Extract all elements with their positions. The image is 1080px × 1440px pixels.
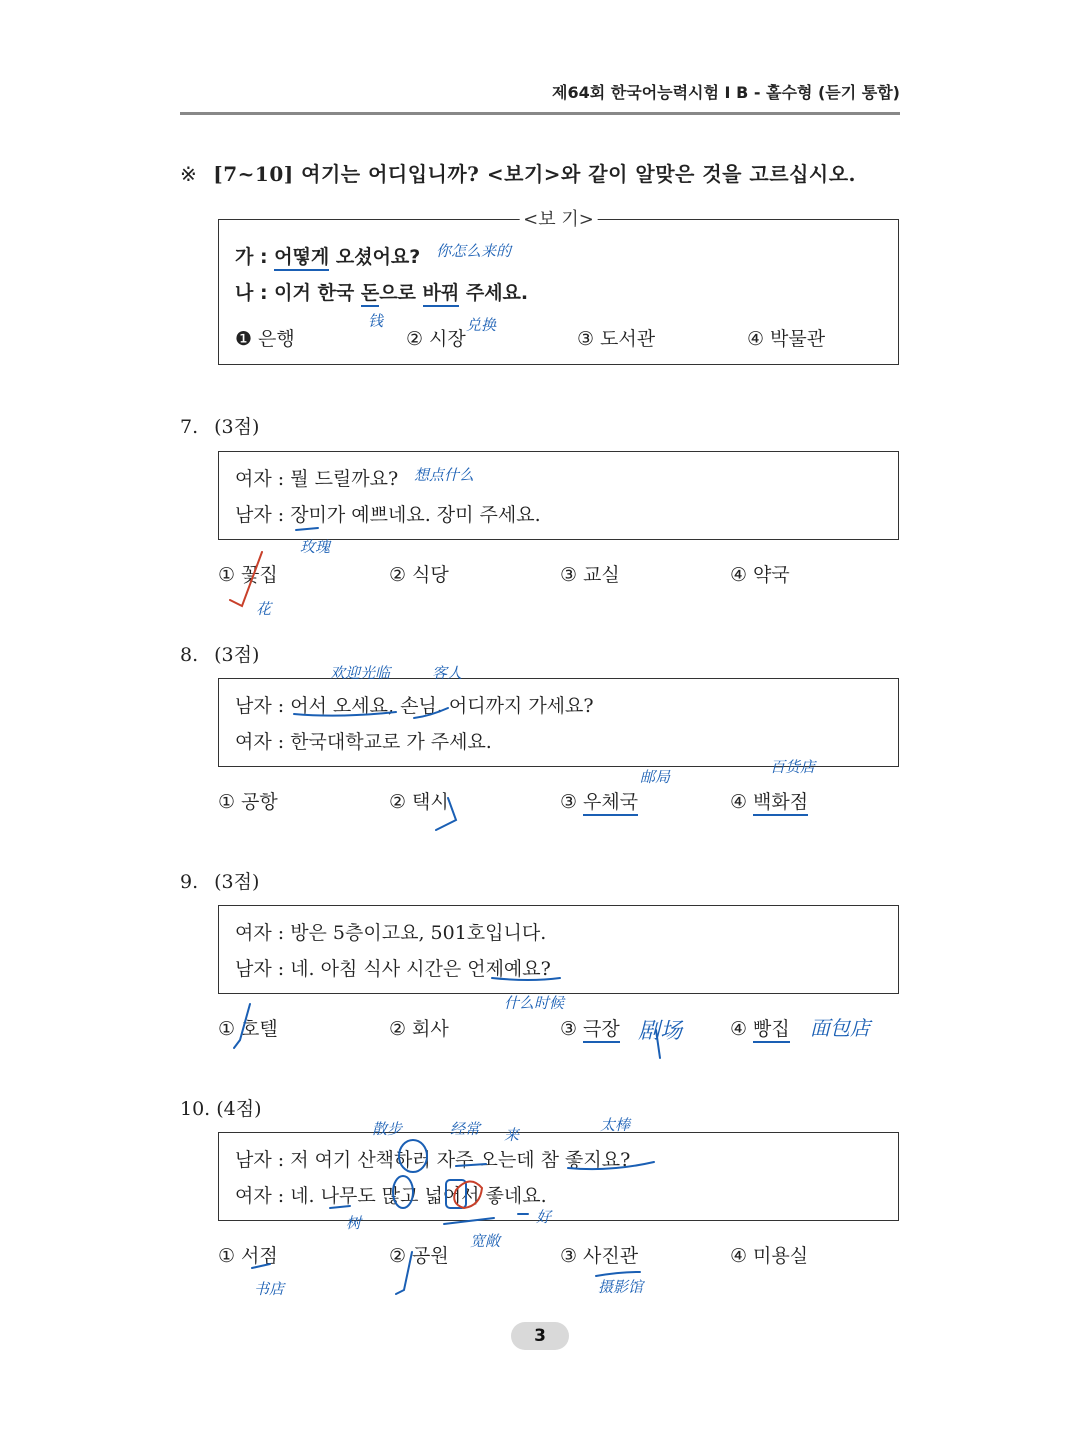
q10-choice-2[interactable] (389, 1241, 449, 1268)
handwritten-note: 剧场 (638, 1019, 683, 1044)
circle-four-icon: ④ (730, 564, 748, 586)
question-8-dialogue-box (218, 678, 899, 767)
circle-one-icon: ① (218, 791, 236, 813)
circle-one-icon: ① (218, 564, 236, 586)
choice-label: 도서관 (600, 328, 656, 350)
question-number: 9. (180, 871, 199, 893)
header-divider (180, 112, 900, 115)
handwritten-note: 百货店 (770, 758, 816, 776)
choice-label: 사진관 (583, 1245, 639, 1267)
example-line-2 (235, 278, 528, 305)
choice-label: 박물관 (770, 328, 826, 350)
example-choice-3[interactable] (577, 324, 655, 351)
circle-four-icon: ④ (730, 1018, 748, 1040)
dialogue-line: 남자 : 저 여기 산책하러 자주 오는데 참 좋지요? (235, 1149, 631, 1171)
q8-choice-4[interactable] (730, 787, 808, 814)
handwritten-note: 玫瑰 (300, 538, 331, 556)
circle-three-icon: ③ (560, 1018, 578, 1040)
q7-choice-3[interactable] (560, 560, 620, 587)
q9-choice-3[interactable] (560, 1014, 620, 1041)
choice-label: 백화점 (753, 791, 808, 816)
choice-label: 빵집 (753, 1018, 790, 1043)
dialogue-line: 여자 : 네. 나무도 많고 넓어서 좋네요. (235, 1185, 547, 1207)
circle-four-icon: ④ (730, 1245, 748, 1267)
choice-label: 약국 (753, 564, 790, 586)
question-number: 8. (180, 644, 199, 666)
handwritten-note: 散步 (372, 1120, 403, 1138)
question-10-number (180, 1094, 262, 1121)
question-10-choices (218, 1241, 908, 1271)
circle-four-icon: ④ (730, 791, 748, 813)
example-choice-1[interactable] (235, 324, 295, 351)
question-number: 10. (180, 1098, 211, 1120)
choice-label: 우체국 (583, 791, 638, 816)
speaker-label: 가 : (235, 246, 275, 268)
choice-label: 회사 (412, 1018, 449, 1040)
q8-choice-3[interactable] (560, 787, 638, 814)
question-9-choices (218, 1014, 908, 1044)
handwritten-note: 摄影馆 (598, 1278, 644, 1296)
dialogue-line: 여자 : 방은 5층이고요, 501호입니다. (235, 922, 547, 944)
circle-three-icon: ③ (560, 1245, 578, 1267)
instruction-text: [7~10] 여기는 어디입니까? <보기>와 같이 알맞은 것을 고르십시오. (213, 162, 856, 186)
example-title: <보 기> (519, 205, 598, 231)
line-text: 으로 (379, 282, 423, 304)
circle-two-icon: ② (389, 1245, 407, 1267)
line-text: 나 : 이거 한국 (235, 282, 361, 304)
example-line-1 (235, 242, 420, 269)
choice-label: 택시 (412, 791, 449, 813)
section-instruction (180, 158, 856, 187)
handwritten-note: 来 (504, 1126, 520, 1144)
dialogue-line: 남자 : 네. 아침 식사 시간은 언제예요? (235, 958, 551, 980)
q7-choice-1[interactable] (218, 560, 278, 587)
dialogue-line: 여자 : 뭘 드릴까요? (235, 468, 399, 490)
handwritten-note: 什么时候 (504, 994, 565, 1012)
handwritten-note: 邮局 (640, 768, 671, 786)
circle-one-icon: ① (218, 1018, 236, 1040)
q7-choice-2[interactable] (389, 560, 449, 587)
handwritten-note: 太棒 (600, 1116, 631, 1134)
question-8-number (180, 640, 259, 667)
page-number-badge: 3 (511, 1322, 569, 1350)
filled-circle-one-icon: ❶ (235, 328, 253, 350)
handwritten-note: 树 (346, 1214, 362, 1232)
circle-three-icon: ③ (560, 564, 578, 586)
question-points: (4점) (216, 1098, 262, 1120)
question-7-choices (218, 560, 908, 590)
circle-two-icon: ② (406, 328, 424, 350)
question-points: (3점) (214, 644, 260, 666)
q9-choice-1[interactable] (218, 1014, 278, 1041)
underlined-word: 어떻게 (274, 246, 329, 271)
exam-header: 제64회 한국어능력시험 I B - 홀수형 (듣기 통합) (552, 83, 900, 102)
circle-one-icon: ① (218, 1245, 236, 1267)
q7-choice-4[interactable] (730, 560, 790, 587)
choice-label: 시장 (429, 328, 466, 350)
choice-label: 은행 (258, 328, 295, 350)
choice-label: 서점 (241, 1245, 278, 1267)
question-10-dialogue-box (218, 1132, 899, 1221)
handwritten-note: 宽敞 (470, 1232, 501, 1250)
handwritten-note: 想点什么 (414, 466, 475, 484)
handwritten-note: 经常 (450, 1120, 481, 1138)
circle-two-icon: ② (389, 1018, 407, 1040)
question-7-number (180, 412, 259, 439)
question-points: (3점) (214, 871, 260, 893)
example-choice-2[interactable] (406, 324, 466, 351)
choice-label: 호텔 (241, 1018, 278, 1040)
example-choices (235, 324, 925, 354)
handwritten-note: 花 (256, 600, 272, 618)
q8-choice-1[interactable] (218, 787, 278, 814)
dialogue-line: 남자 : 장미가 예쁘네요. 장미 주세요. (235, 504, 541, 526)
choice-label: 공항 (241, 791, 278, 813)
line-text: 오셨어요? (329, 246, 421, 268)
q9-choice-4[interactable] (730, 1014, 790, 1041)
q10-choice-4[interactable] (730, 1241, 808, 1268)
choice-label: 미용실 (753, 1245, 809, 1267)
circle-four-icon: ④ (747, 328, 765, 350)
q10-choice-3[interactable] (560, 1241, 638, 1268)
dialogue-line: 남자 : 어서 오세요, 손님. 어디까지 가세요? (235, 695, 594, 717)
choice-label: 교실 (583, 564, 620, 586)
handwritten-note: 钱 (368, 312, 384, 330)
choice-label: 꽃집 (241, 564, 278, 586)
handwritten-note: 书店 (254, 1280, 285, 1298)
circle-two-icon: ② (389, 564, 407, 586)
choice-label: 극장 (583, 1018, 620, 1043)
q8-choice-2[interactable] (389, 787, 449, 814)
handwritten-note: 欢迎光临 (330, 664, 391, 682)
question-points: (3점) (214, 416, 260, 438)
question-number: 7. (180, 416, 199, 438)
q10-choice-1[interactable] (218, 1241, 278, 1268)
underlined-word: 바꿔 (423, 282, 460, 307)
handwritten-note: 兑换 (466, 316, 497, 334)
q9-choice-2[interactable] (389, 1014, 449, 1041)
handwritten-note: 面包店 (810, 1016, 870, 1040)
handwritten-note: 好 (536, 1208, 552, 1226)
handwritten-note: 客人 (432, 664, 463, 682)
example-choice-4[interactable] (747, 324, 825, 351)
choice-label: 공원 (412, 1245, 449, 1267)
question-7-dialogue-box (218, 451, 899, 540)
circle-two-icon: ② (389, 791, 407, 813)
example-box (218, 209, 899, 365)
question-9-dialogue-box (218, 905, 899, 994)
line-text: 주세요. (459, 282, 529, 304)
reference-mark-icon: ※ (180, 162, 198, 186)
circle-three-icon: ③ (560, 791, 578, 813)
circle-three-icon: ③ (577, 328, 595, 350)
question-8-choices (218, 787, 908, 817)
handwritten-note: 你怎么来的 (436, 242, 512, 260)
question-9-number (180, 867, 259, 894)
underlined-word: 돈 (361, 282, 379, 307)
choice-label: 식당 (412, 564, 449, 586)
dialogue-line: 여자 : 한국대학교로 가 주세요. (235, 731, 492, 753)
